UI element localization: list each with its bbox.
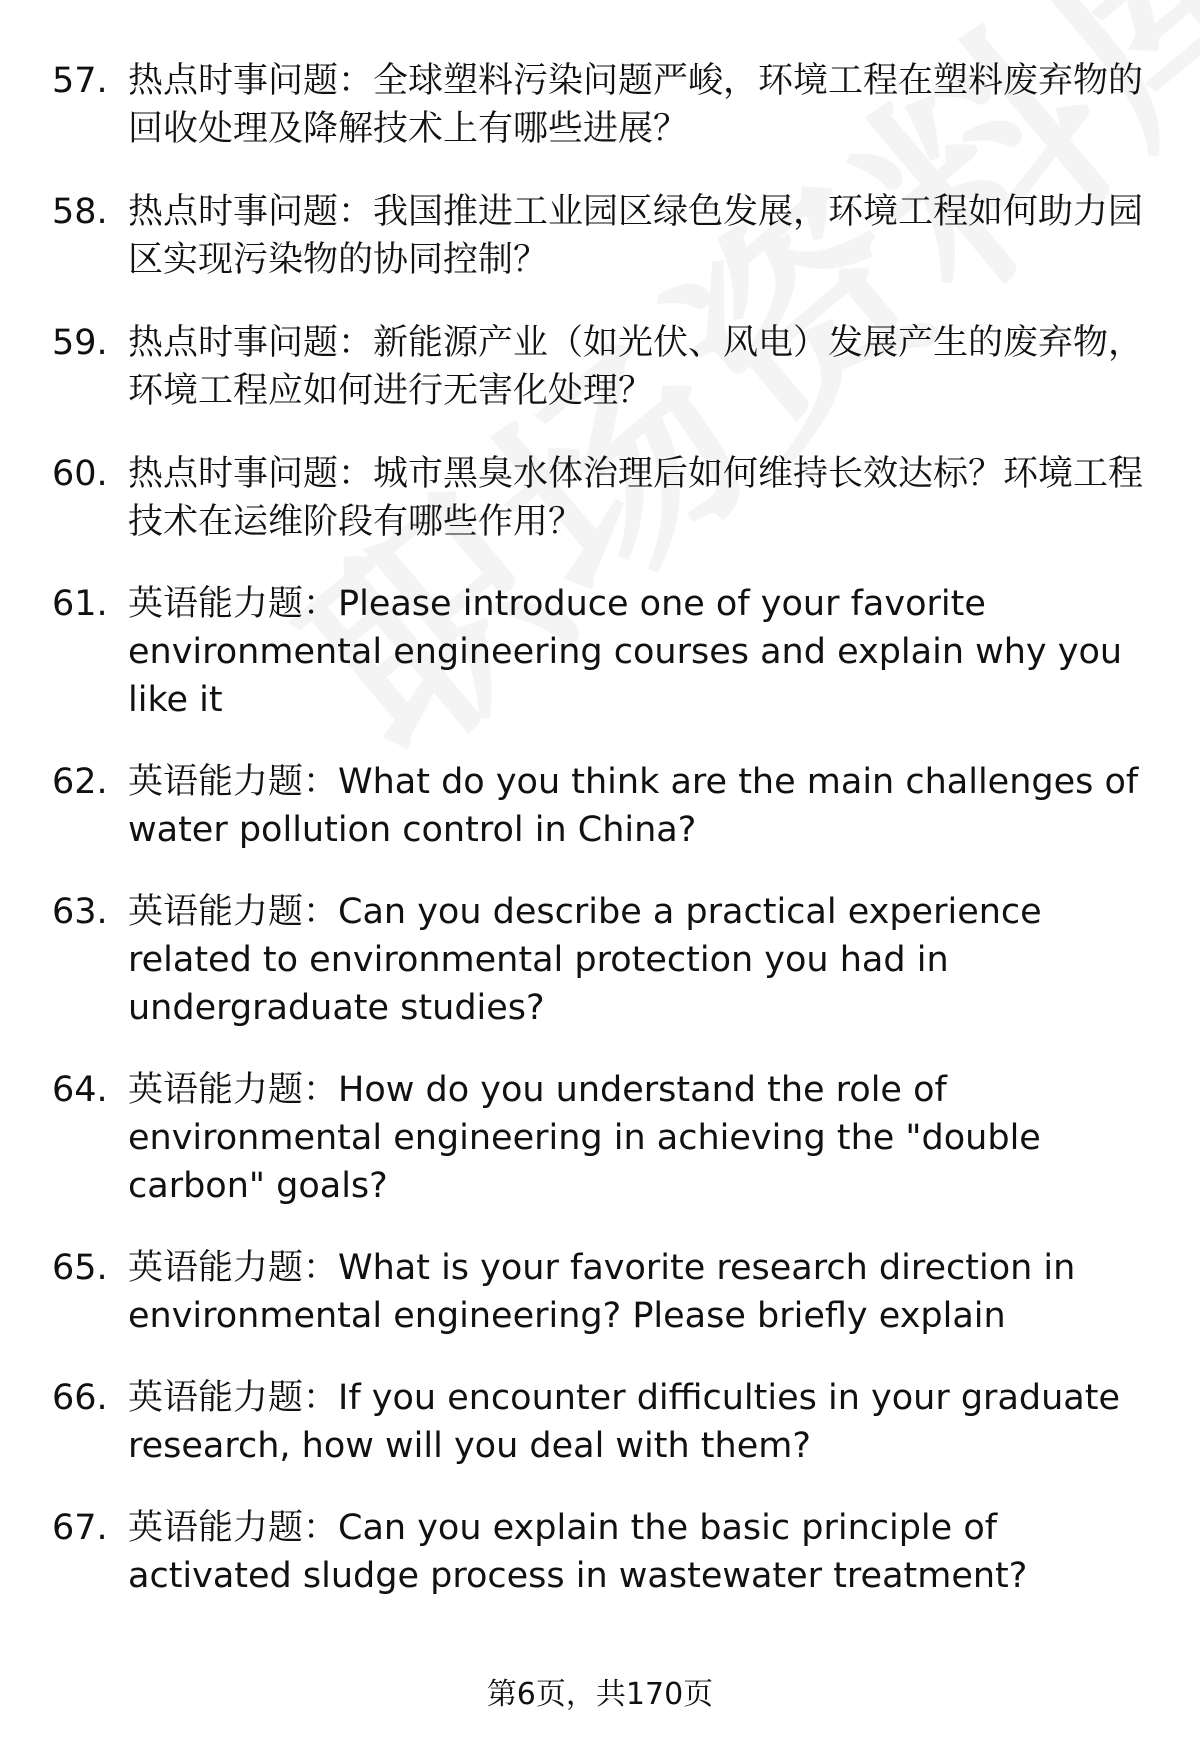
question-number: 60. bbox=[52, 454, 108, 494]
question-item bbox=[52, 450, 1162, 546]
question-number: 64. bbox=[52, 1070, 108, 1110]
question-text: 英语能力题：How do you understand the role of environmental engineering in achieving the "double carbon" goals? bbox=[128, 1070, 1041, 1206]
question-number: 67. bbox=[52, 1508, 108, 1548]
question-text: 英语能力题：Can you explain the basic principle of activated sludge process in wastewater treatment? bbox=[128, 1508, 1028, 1596]
question-text: 英语能力题：What do you think are the main challenges of water pollution control in China? bbox=[128, 762, 1139, 850]
question-number: 58. bbox=[52, 192, 108, 232]
question-number: 57. bbox=[52, 61, 108, 101]
question-item bbox=[52, 1066, 1162, 1210]
question-text: 英语能力题：If you encounter difficulties in your graduate research, how will you deal with them? bbox=[128, 1378, 1120, 1466]
question-text: 热点时事问题：新能源产业（如光伏、风电）发展产生的废弃物，环境工程应如何进行无害化处理？ bbox=[128, 323, 1144, 411]
question-number: 65. bbox=[52, 1248, 108, 1288]
question-number: 59. bbox=[52, 323, 108, 363]
question-item bbox=[52, 319, 1162, 415]
question-text: 英语能力题：Please introduce one of your favorite environmental engineering courses and explain why you like it bbox=[128, 584, 1123, 720]
question-item bbox=[52, 1244, 1162, 1340]
page-number-label: 第6页，共170页 bbox=[486, 1677, 714, 1712]
page-footer bbox=[0, 1675, 1200, 1715]
question-text: 英语能力题：Can you describe a practical experience related to environmental protection you had in undergraduate studies? bbox=[128, 892, 1042, 1028]
question-number: 63. bbox=[52, 892, 108, 932]
question-number: 66. bbox=[52, 1378, 108, 1418]
question-item bbox=[52, 888, 1162, 1032]
question-item bbox=[52, 758, 1162, 854]
question-text: 英语能力题：What is your favorite research direction in environmental engineering? Please briefly explain bbox=[128, 1248, 1076, 1336]
question-item bbox=[52, 57, 1162, 153]
question-item bbox=[52, 188, 1162, 284]
question-number: 61. bbox=[52, 584, 108, 624]
question-item bbox=[52, 1374, 1162, 1470]
question-item bbox=[52, 1504, 1162, 1600]
question-number: 62. bbox=[52, 762, 108, 802]
question-item bbox=[52, 580, 1162, 724]
question-text: 热点时事问题：城市黑臭水体治理后如何维持长效达标？环境工程技术在运维阶段有哪些作用？ bbox=[128, 454, 1144, 542]
question-list bbox=[52, 57, 1162, 1600]
question-text: 热点时事问题：全球塑料污染问题严峻，环境工程在塑料废弃物的回收处理及降解技术上有哪些进展？ bbox=[128, 61, 1144, 149]
question-text: 热点时事问题：我国推进工业园区绿色发展，环境工程如何助力园区实现污染物的协同控制？ bbox=[128, 192, 1144, 280]
